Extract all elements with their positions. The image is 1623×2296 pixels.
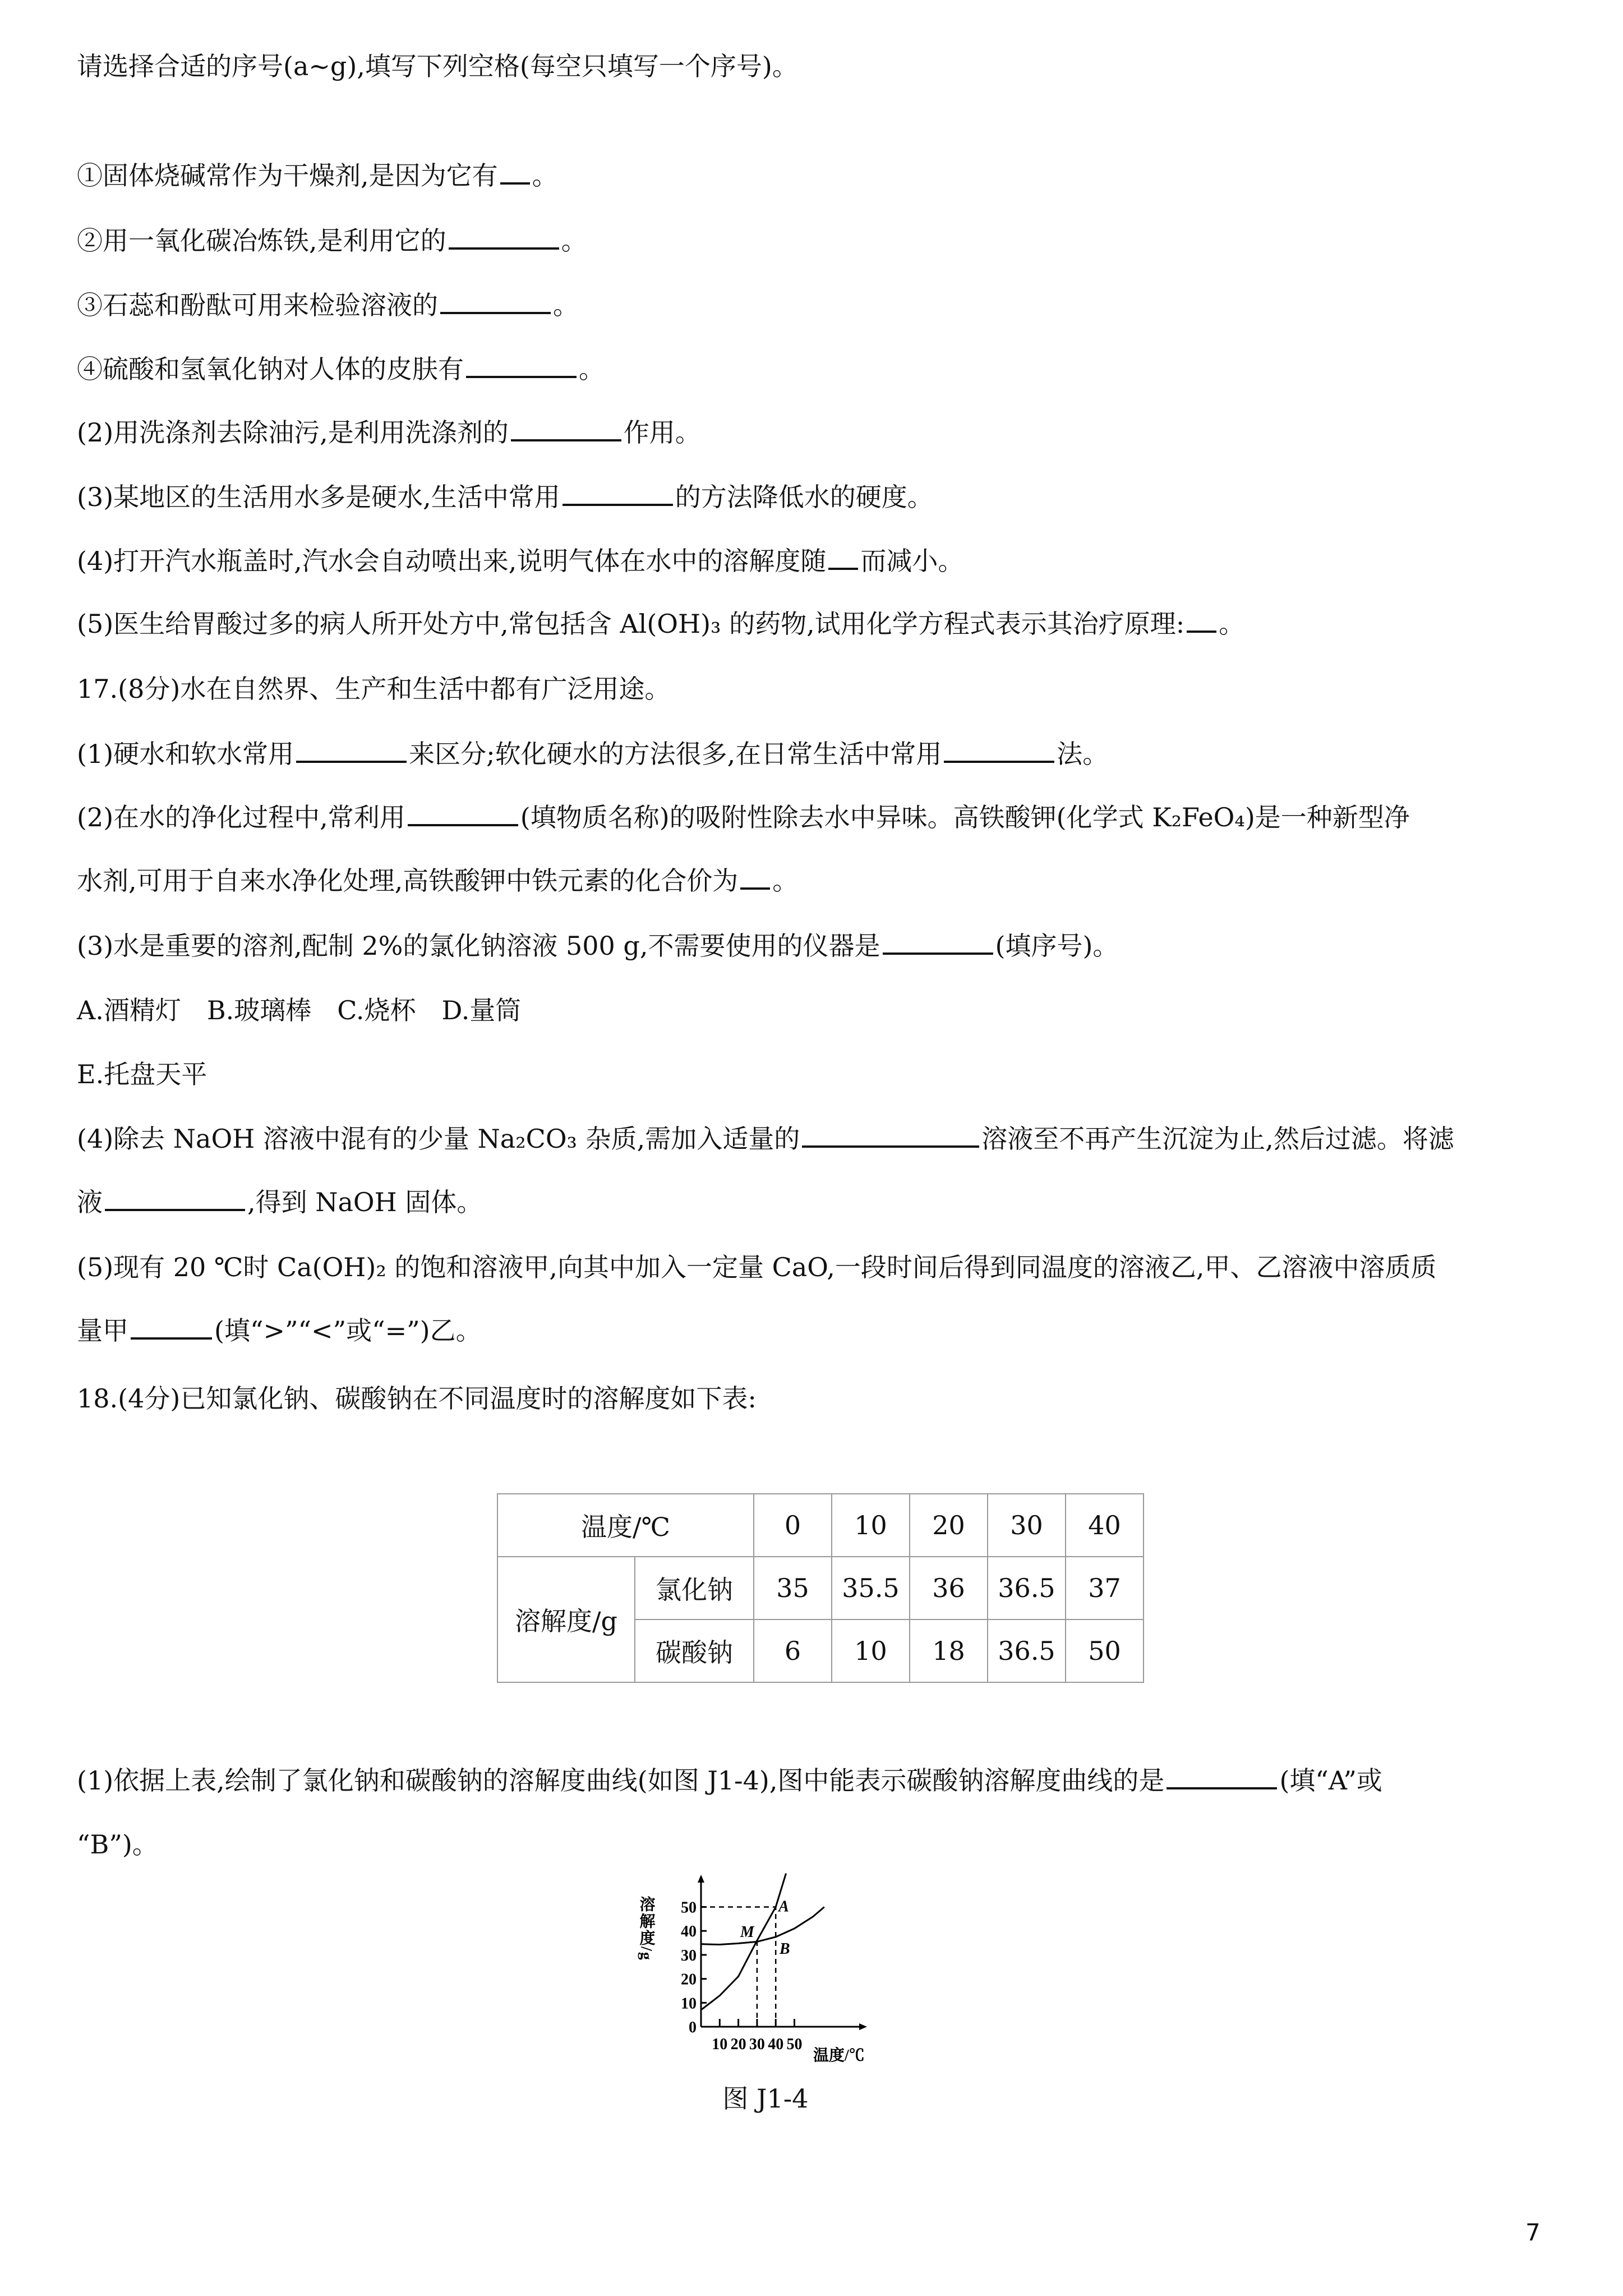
text-segment: (4)除去 NaOH 溶液中混有的少量 Na₂CO₃ 杂质,需加入适量的 [77,1124,800,1154]
label-b: B [779,1940,790,1958]
text-segment: 法。 [1057,739,1109,769]
text-segment: (填“A”或 [1279,1765,1382,1796]
text-segment: 。 [553,290,579,320]
answer-blank[interactable] [944,738,1054,763]
x-tick-label: 20 [730,2036,746,2053]
y-tick-label: 50 [681,1899,697,1917]
answer-blank[interactable] [740,865,770,890]
text-line [77,416,701,449]
text-segment: 溶液至不再产生沉淀为止,然后过滤。将滤 [981,1124,1454,1154]
solubility-chart [617,1851,1009,2087]
text-segment: (填物质名称)的吸附性除去水中异味。高铁酸钾(化学式 K₂FeO₄)是一种新型净 [520,802,1410,832]
x-tick-label: 50 [786,2036,803,2053]
answer-blank[interactable] [440,289,551,314]
text-line [77,800,1410,834]
figure-caption: 图 J1-4 [722,2083,809,2114]
text-segment: (2)用洗涤剂去除油污,是利用洗涤剂的 [77,417,509,448]
text-segment: 。 [532,160,558,191]
text-line [77,1314,482,1347]
text-line [77,1764,1382,1797]
table-cell: 37 [1066,1557,1144,1619]
row-label: 碳酸钠 [635,1619,754,1682]
y-axis-arrow-icon [698,1875,704,1883]
text-segment: 水剂,可用于自来水净化处理,高铁酸钾中铁元素的化合价为 [77,866,739,896]
table-row [497,1494,1144,1557]
answer-blank[interactable] [1187,608,1216,633]
y-axis-label: 溶解度/g [637,1896,655,1961]
text-line [77,480,933,514]
y-tick-label: 10 [681,1995,697,2013]
text-line [77,352,605,386]
answer-blank[interactable] [296,738,407,763]
header-cell: 温度/℃ [497,1494,754,1557]
text-segment: 。 [561,226,587,256]
text-segment: 。 [772,866,799,896]
header-cell: 0 [754,1494,832,1557]
text-segment: (填“>”“<”或“=”)乙。 [214,1315,482,1346]
table-cell: 35.5 [832,1557,910,1619]
text-segment: 18.(4分)已知氯化钠、碳酸钠在不同温度时的溶解度如下表: [77,1383,757,1414]
text-line [77,1185,482,1219]
answer-blank[interactable] [500,160,530,185]
x-tick-label: 40 [768,2036,784,2053]
table-cell: 36.5 [988,1619,1066,1682]
text-segment: 液 [77,1187,103,1217]
text-segment: 17.(8分)水在自然界、生产和生活中都有广泛用途。 [77,674,671,704]
series-a-curve [701,1874,786,2010]
x-tick-label: 10 [712,2036,728,2053]
text-segment: ②用一氧化碳冶炼铁,是利用它的 [77,226,446,256]
y-tick-label: 40 [681,1923,697,1941]
text-segment: ①固体烧碱常作为干燥剂,是因为它有 [77,160,498,191]
answer-blank[interactable] [466,353,577,378]
text-line [77,1057,207,1091]
series-b-curve [701,1907,824,1945]
label-a: A [778,1898,789,1916]
answer-blank[interactable] [105,1186,245,1211]
text-line [77,288,579,322]
text-line [77,159,558,192]
text-segment: (3)水是重要的溶剂,配制 2%的氯化钠溶液 500 g,不需要使用的仪器是 [77,931,880,961]
table-cell: 36.5 [988,1557,1066,1619]
header-cell: 10 [832,1494,910,1557]
text-segment: 。 [579,354,605,384]
table-cell: 35 [754,1557,832,1619]
y-tick-label: 20 [681,1971,697,1989]
text-segment: (3)某地区的生活用水多是硬水,生活中常用 [77,482,560,512]
text-line [77,49,798,83]
text-segment: (2)在水的净化过程中,常利用 [77,802,405,832]
page-number: 7 [1525,2219,1541,2246]
x-axis-label: 温度/℃ [813,2047,865,2064]
text-line [77,224,587,257]
text-line [77,993,521,1027]
text-segment: 来区分;软化硬水的方法很多,在日常生活中常用 [409,739,942,769]
answer-blank[interactable] [883,930,993,955]
answer-blank[interactable] [408,802,518,826]
table-row [497,1557,1144,1619]
answer-blank[interactable] [1166,1765,1277,1789]
answer-blank[interactable] [511,417,621,441]
text-segment: E.托盘天平 [77,1059,208,1089]
text-segment: (5)医生给胃酸过多的病人所开处方中,常包括含 Al(OH)₃ 的药物,试用化学方程式表示其治疗原理: [77,609,1185,639]
table-cell: 18 [910,1619,988,1682]
x-axis-arrow-icon [859,2023,867,2030]
text-segment: 量甲 [77,1315,128,1346]
text-segment: 作用。 [623,417,701,448]
row-label: 氯化钠 [635,1557,754,1619]
text-line [77,1122,1454,1156]
text-segment: ④硫酸和氢氧化钠对人体的皮肤有 [77,354,464,384]
y-tick-label: 30 [681,1947,697,1964]
text-line [77,1382,757,1415]
text-segment: 。 [1219,609,1245,639]
y-tick-label: 0 [689,2019,697,2036]
text-line [77,672,670,706]
table-cell: 10 [832,1619,910,1682]
text-segment: 请选择合适的序号(a~g),填写下列空格(每空只填写一个序号)。 [77,51,798,81]
text-line [77,544,963,578]
text-segment: A.酒精灯 B.玻璃棒 C.烧杯 D.量筒 [77,995,522,1025]
header-cell: 30 [988,1494,1066,1557]
solubility-table [497,1493,1144,1683]
text-line [77,737,1108,771]
table-cell: 36 [910,1557,988,1619]
text-segment: (填序号)。 [995,931,1119,961]
text-segment: “B”)。 [77,1829,158,1860]
text-segment: 而减小。 [860,546,964,576]
text-line [77,607,1244,641]
text-segment: (1)依据上表,绘制了氯化钠和碳酸钠的溶解度曲线(如图 J1-4),图中能表示碳酸钠溶解度曲线的是 [77,1765,1165,1796]
header-cell: 20 [910,1494,988,1557]
answer-blank[interactable] [449,225,559,250]
text-line [77,864,798,898]
text-segment: (5)现有 20 ℃时 Ca(OH)₂ 的饱和溶液甲,向其中加入一定量 CaO,一段时间后得到同温度的溶液乙,甲、乙溶液中溶质质 [77,1252,1437,1282]
answer-blank[interactable] [562,481,673,506]
header-cell: 40 [1066,1494,1144,1557]
text-line [77,1250,1437,1284]
text-segment: 的方法降低水的硬度。 [675,482,933,512]
text-segment: (1)硬水和软水常用 [77,739,294,769]
text-line [77,1828,158,1861]
text-segment: (4)打开汽水瓶盖时,汽水会自动喷出来,说明气体在水中的溶解度随 [77,546,827,576]
answer-blank[interactable] [828,545,858,570]
x-tick-label: 30 [749,2036,765,2053]
group-cell: 溶解度/g [497,1557,635,1682]
label-m: M [740,1923,754,1941]
table-cell: 6 [754,1619,832,1682]
text-segment: ③石蕊和酚酞可用来检验溶液的 [77,290,438,320]
answer-blank[interactable] [131,1315,212,1340]
answer-blank[interactable] [802,1123,979,1148]
table-cell: 50 [1066,1619,1144,1682]
text-segment: ,得到 NaOH 固体。 [247,1187,483,1217]
text-line [77,929,1118,963]
